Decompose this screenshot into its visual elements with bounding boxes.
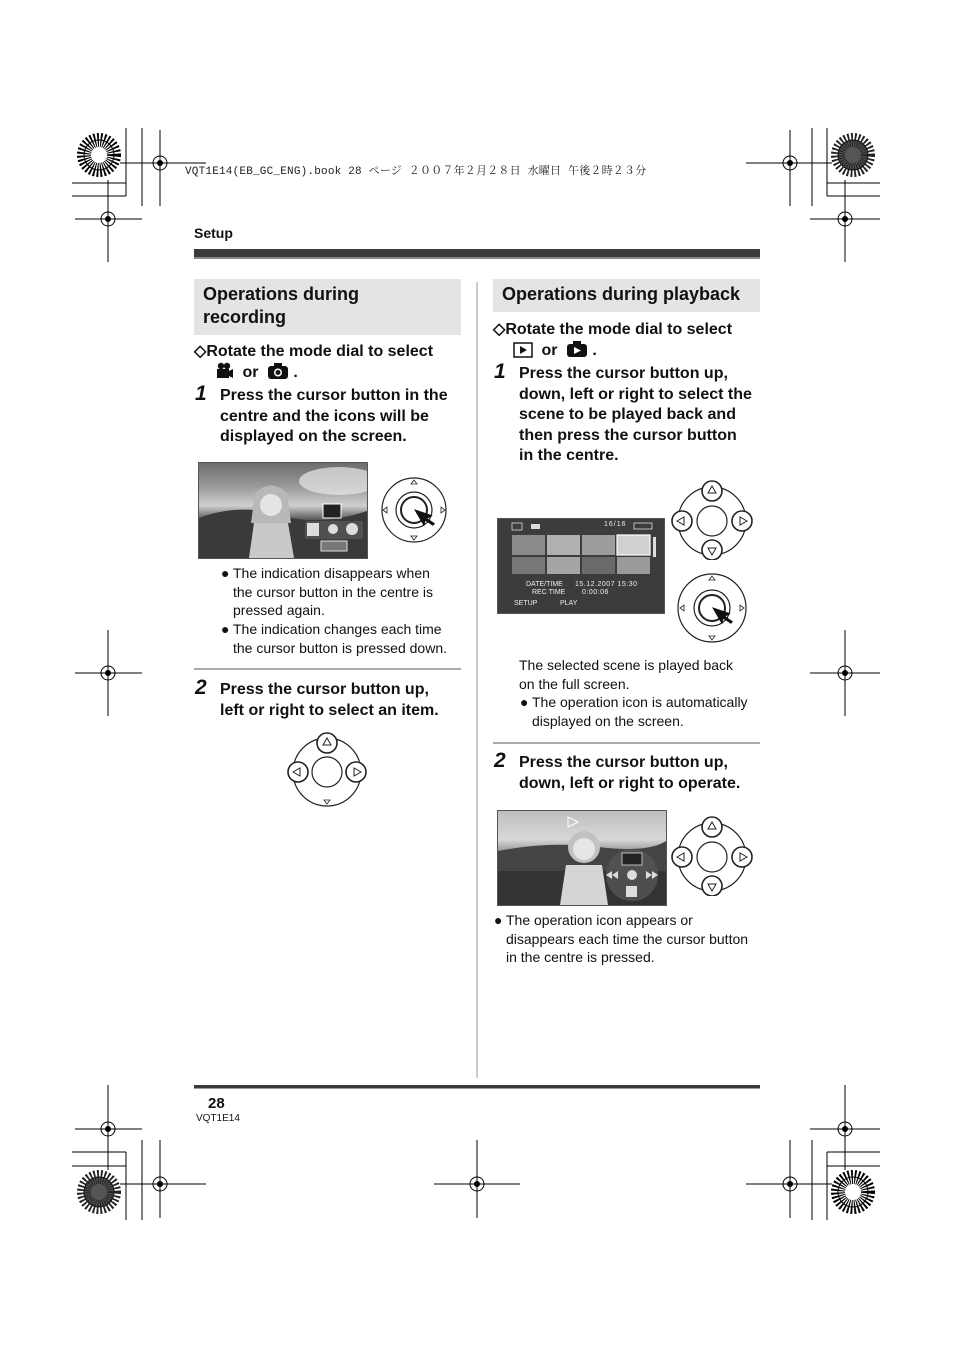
right-step1-line: down, left or right to select the [519, 385, 752, 403]
right-step2-number: 2 [494, 749, 506, 772]
right-description-line: on the full screen. [519, 675, 630, 692]
diamond-icon: ◇ [194, 343, 207, 360]
left-step1-line: Press the cursor button in the [220, 387, 448, 404]
print-file-line: VQT1E14(EB_GC_ENG).book 28 ページ ２００７年２月２８日 水曜日 午後２時２３分 [185, 166, 647, 178]
page-number: 28 [208, 1095, 225, 1112]
camera-icon [267, 362, 289, 386]
left-bullet-line: the cursor button in the centre is [233, 583, 433, 600]
top-rule-shadow [194, 257, 760, 259]
right-heading [493, 279, 760, 312]
left-mode-icons: or . [214, 362, 298, 386]
right-bullet-line: in the centre is pressed. [506, 949, 655, 965]
playback-screen-photo [497, 810, 667, 906]
right-step1-line: scene to be played back and [519, 406, 736, 423]
left-bullet-2 [221, 620, 461, 657]
model-code: VQT1E14 [196, 1113, 240, 1124]
cursor-button-icon [378, 476, 450, 546]
cursor-button-icon [668, 480, 756, 560]
right-step2-line: down, left or right to operate. [519, 774, 741, 792]
thumbnail-counter: 16/16 [604, 521, 627, 528]
left-heading [194, 279, 461, 335]
right-description [519, 656, 733, 693]
rec-time-label: REC TIME [532, 589, 566, 596]
left-step2-number: 2 [195, 676, 207, 699]
left-step1-number: 1 [195, 382, 207, 405]
left-heading-line1: Operations during [203, 284, 360, 304]
right-description-line: The selected scene is played back [519, 657, 734, 673]
diamond-icon: ◇ [493, 321, 506, 338]
right-mode-instruction [493, 319, 732, 340]
left-bullet-line: The indication changes each time [233, 621, 442, 637]
left-bullet-line: pressed again. [233, 602, 325, 618]
left-step2-line: left or right to select an item. [220, 701, 439, 719]
thumbnail-screen [497, 518, 665, 614]
bullet-dot: ● [494, 912, 503, 928]
bottom-rule-shadow [194, 1088, 760, 1089]
right-mode-text: Rotate the mode dial to select [505, 321, 733, 338]
left-step-separator [194, 668, 461, 670]
left-heading-line2: recording [203, 307, 287, 327]
left-mode-text: Rotate the mode dial to select [206, 343, 434, 360]
movie-camera-icon [214, 362, 234, 386]
section-label: Setup [194, 225, 233, 241]
play-label: PLAY [560, 600, 578, 607]
left-bullet-line: The indication disappears when [233, 565, 430, 581]
left-or-text: or [242, 364, 259, 381]
bullet-dot: ● [221, 565, 230, 581]
bullet-dot: ● [520, 694, 529, 710]
right-step-separator [493, 742, 760, 744]
right-step1-line: in the centre. [519, 447, 619, 464]
right-bullet-line: disappears each time the cursor button [506, 930, 749, 947]
left-bullet-line: the cursor button is pressed down. [233, 639, 448, 656]
right-bullet-line: displayed on the screen. [532, 712, 684, 729]
setup-label: SETUP [514, 600, 538, 607]
column-divider [476, 282, 478, 1078]
left-bullet-1 [221, 564, 461, 620]
photo-play-icon [566, 340, 588, 364]
recording-screen-photo [198, 462, 368, 559]
cursor-button-icon [668, 816, 756, 896]
date-time-label: DATE/TIME [526, 581, 563, 588]
play-icon [513, 342, 533, 364]
right-bullet-line: The operation icon appears or [506, 912, 693, 928]
left-step1-line: displayed on the screen. [220, 428, 407, 445]
left-step1-line: centre and the icons will be [220, 407, 429, 425]
right-bullet-1 [520, 693, 760, 730]
right-bullet-2 [494, 911, 760, 967]
cursor-button-icon [284, 732, 370, 810]
top-rule [194, 249, 760, 257]
right-step1-line: Press the cursor button up, [519, 365, 728, 382]
cursor-button-icon [676, 572, 748, 644]
left-step1-text [220, 386, 448, 448]
date-time-value: 15.12.2007 15:30 [575, 581, 638, 588]
right-step1-line: then press the cursor button [519, 426, 737, 444]
right-step2-line: Press the cursor button up, [519, 754, 728, 771]
right-or-text: or [541, 342, 558, 359]
right-heading-text: Operations during playback [502, 284, 741, 304]
bullet-dot: ● [221, 621, 230, 637]
left-step2-text [220, 680, 439, 721]
right-step2-text [519, 753, 740, 794]
rec-time-value: 0:00:06 [582, 589, 609, 596]
left-step2-line: Press the cursor button up, [220, 681, 429, 698]
right-bullet-line: The operation icon is automatically [532, 694, 748, 710]
left-mode-instruction [194, 341, 433, 362]
right-step1-number: 1 [494, 360, 506, 383]
right-step1-text [519, 364, 752, 467]
right-mode-icons: or . [513, 340, 597, 364]
